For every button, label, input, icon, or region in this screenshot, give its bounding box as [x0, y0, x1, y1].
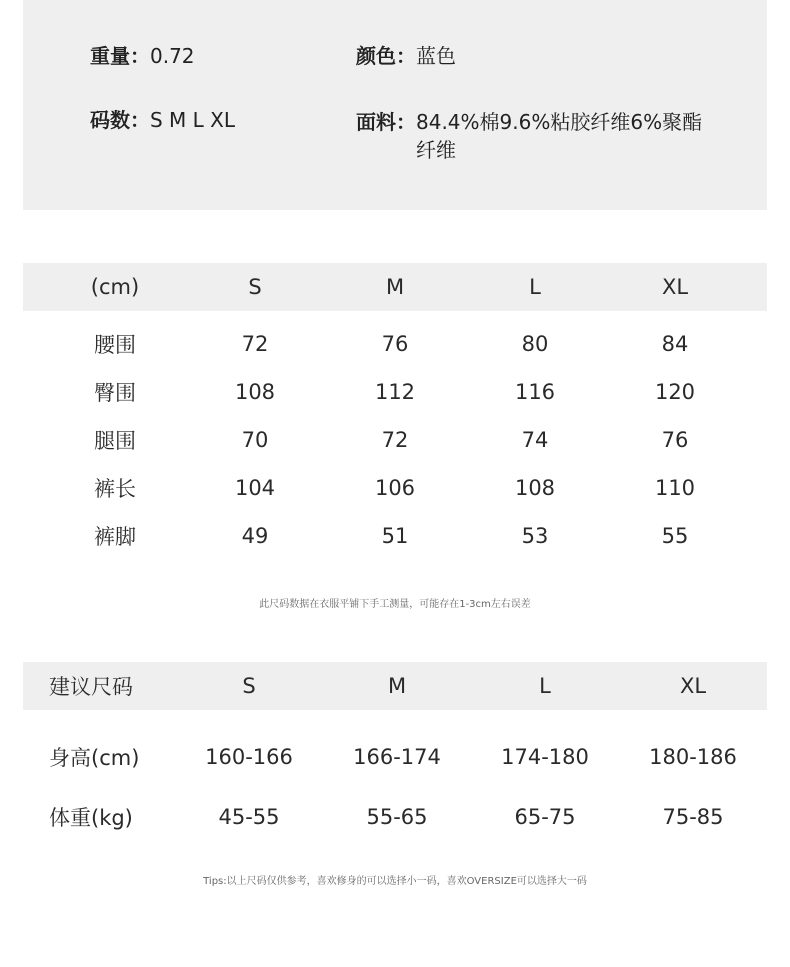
- spec-sizes-value: S M L XL: [150, 108, 236, 132]
- table-row: [23, 464, 767, 512]
- table-cell: 116: [514, 380, 556, 404]
- header-cell: (cm): [90, 275, 140, 299]
- size-table: [23, 263, 767, 560]
- header-cell: L: [529, 275, 541, 299]
- table-cell: 53: [521, 524, 549, 548]
- table-cell: 180-186: [649, 745, 737, 769]
- table-cell: 106: [374, 476, 416, 500]
- spec-sizes: [90, 106, 235, 134]
- table-cell: 108: [234, 380, 276, 404]
- table-cell: 174-180: [501, 745, 589, 769]
- table-cell: 80: [521, 332, 549, 356]
- header-cell: M: [385, 275, 405, 299]
- size-table-header: [23, 263, 767, 311]
- spec-sizes-label: 码数：: [90, 108, 150, 132]
- spec-fabric-value: 84.4%棉9.6%粘胶纤维6%聚酯纤维: [416, 110, 703, 162]
- table-row: [23, 320, 767, 368]
- table-cell: 49: [241, 524, 269, 548]
- table-cell: 70: [241, 428, 269, 452]
- row-label: 腰围: [94, 333, 136, 357]
- table-cell: 112: [374, 380, 416, 404]
- table-cell: 55: [661, 524, 689, 548]
- row-label: 臀围: [94, 381, 136, 405]
- spec-weight: [90, 42, 195, 70]
- product-specs-panel: [23, 0, 767, 210]
- header-cell: L: [539, 674, 551, 698]
- row-label: 裤脚: [94, 525, 136, 549]
- spec-fabric: [356, 108, 706, 164]
- row-label: 身高(cm): [49, 746, 140, 770]
- table-cell: 55-65: [366, 805, 428, 829]
- header-cell: 建议尺码: [49, 675, 133, 699]
- spec-fabric-label: 面料：: [356, 110, 416, 134]
- spec-weight-value: 0.72: [150, 44, 195, 68]
- table-cell: 120: [654, 380, 696, 404]
- table-cell: 45-55: [218, 805, 280, 829]
- recommend-table: [23, 662, 767, 847]
- table-cell: 166-174: [353, 745, 441, 769]
- spec-color-label: 颜色：: [356, 44, 416, 68]
- table-cell: 65-75: [514, 805, 576, 829]
- table-cell: 75-85: [662, 805, 724, 829]
- header-cell: S: [242, 674, 256, 698]
- table-row: [23, 416, 767, 464]
- header-cell: S: [248, 275, 262, 299]
- table-cell: 76: [661, 428, 689, 452]
- measurement-note: 此尺码数据在衣服平铺下手工测量，可能存在1-3cm左右误差: [259, 599, 531, 610]
- spec-weight-label: 重量：: [90, 44, 150, 68]
- table-row: [23, 512, 767, 560]
- row-label: 体重(kg): [49, 806, 133, 830]
- recommend-table-header: [23, 662, 767, 710]
- spec-color: [356, 42, 456, 70]
- table-cell: 110: [654, 476, 696, 500]
- table-cell: 51: [381, 524, 409, 548]
- table-cell: 76: [381, 332, 409, 356]
- table-cell: 74: [521, 428, 549, 452]
- row-label: 腿围: [94, 429, 136, 453]
- row-label: 裤长: [94, 477, 136, 501]
- table-cell: 72: [381, 428, 409, 452]
- header-cell: M: [387, 674, 407, 698]
- table-cell: 84: [661, 332, 689, 356]
- table-row: [23, 727, 767, 787]
- table-cell: 72: [241, 332, 269, 356]
- spec-color-value: 蓝色: [416, 44, 456, 68]
- table-cell: 160-166: [205, 745, 293, 769]
- header-cell: XL: [661, 275, 689, 299]
- size-tips-note: Tips:以上尺码仅供参考，喜欢修身的可以选择小一码，喜欢OVERSIZE可以选择大一码: [203, 876, 587, 887]
- header-cell: XL: [679, 674, 707, 698]
- table-cell: 104: [234, 476, 276, 500]
- table-row: [23, 787, 767, 847]
- table-cell: 108: [514, 476, 556, 500]
- table-row: [23, 368, 767, 416]
